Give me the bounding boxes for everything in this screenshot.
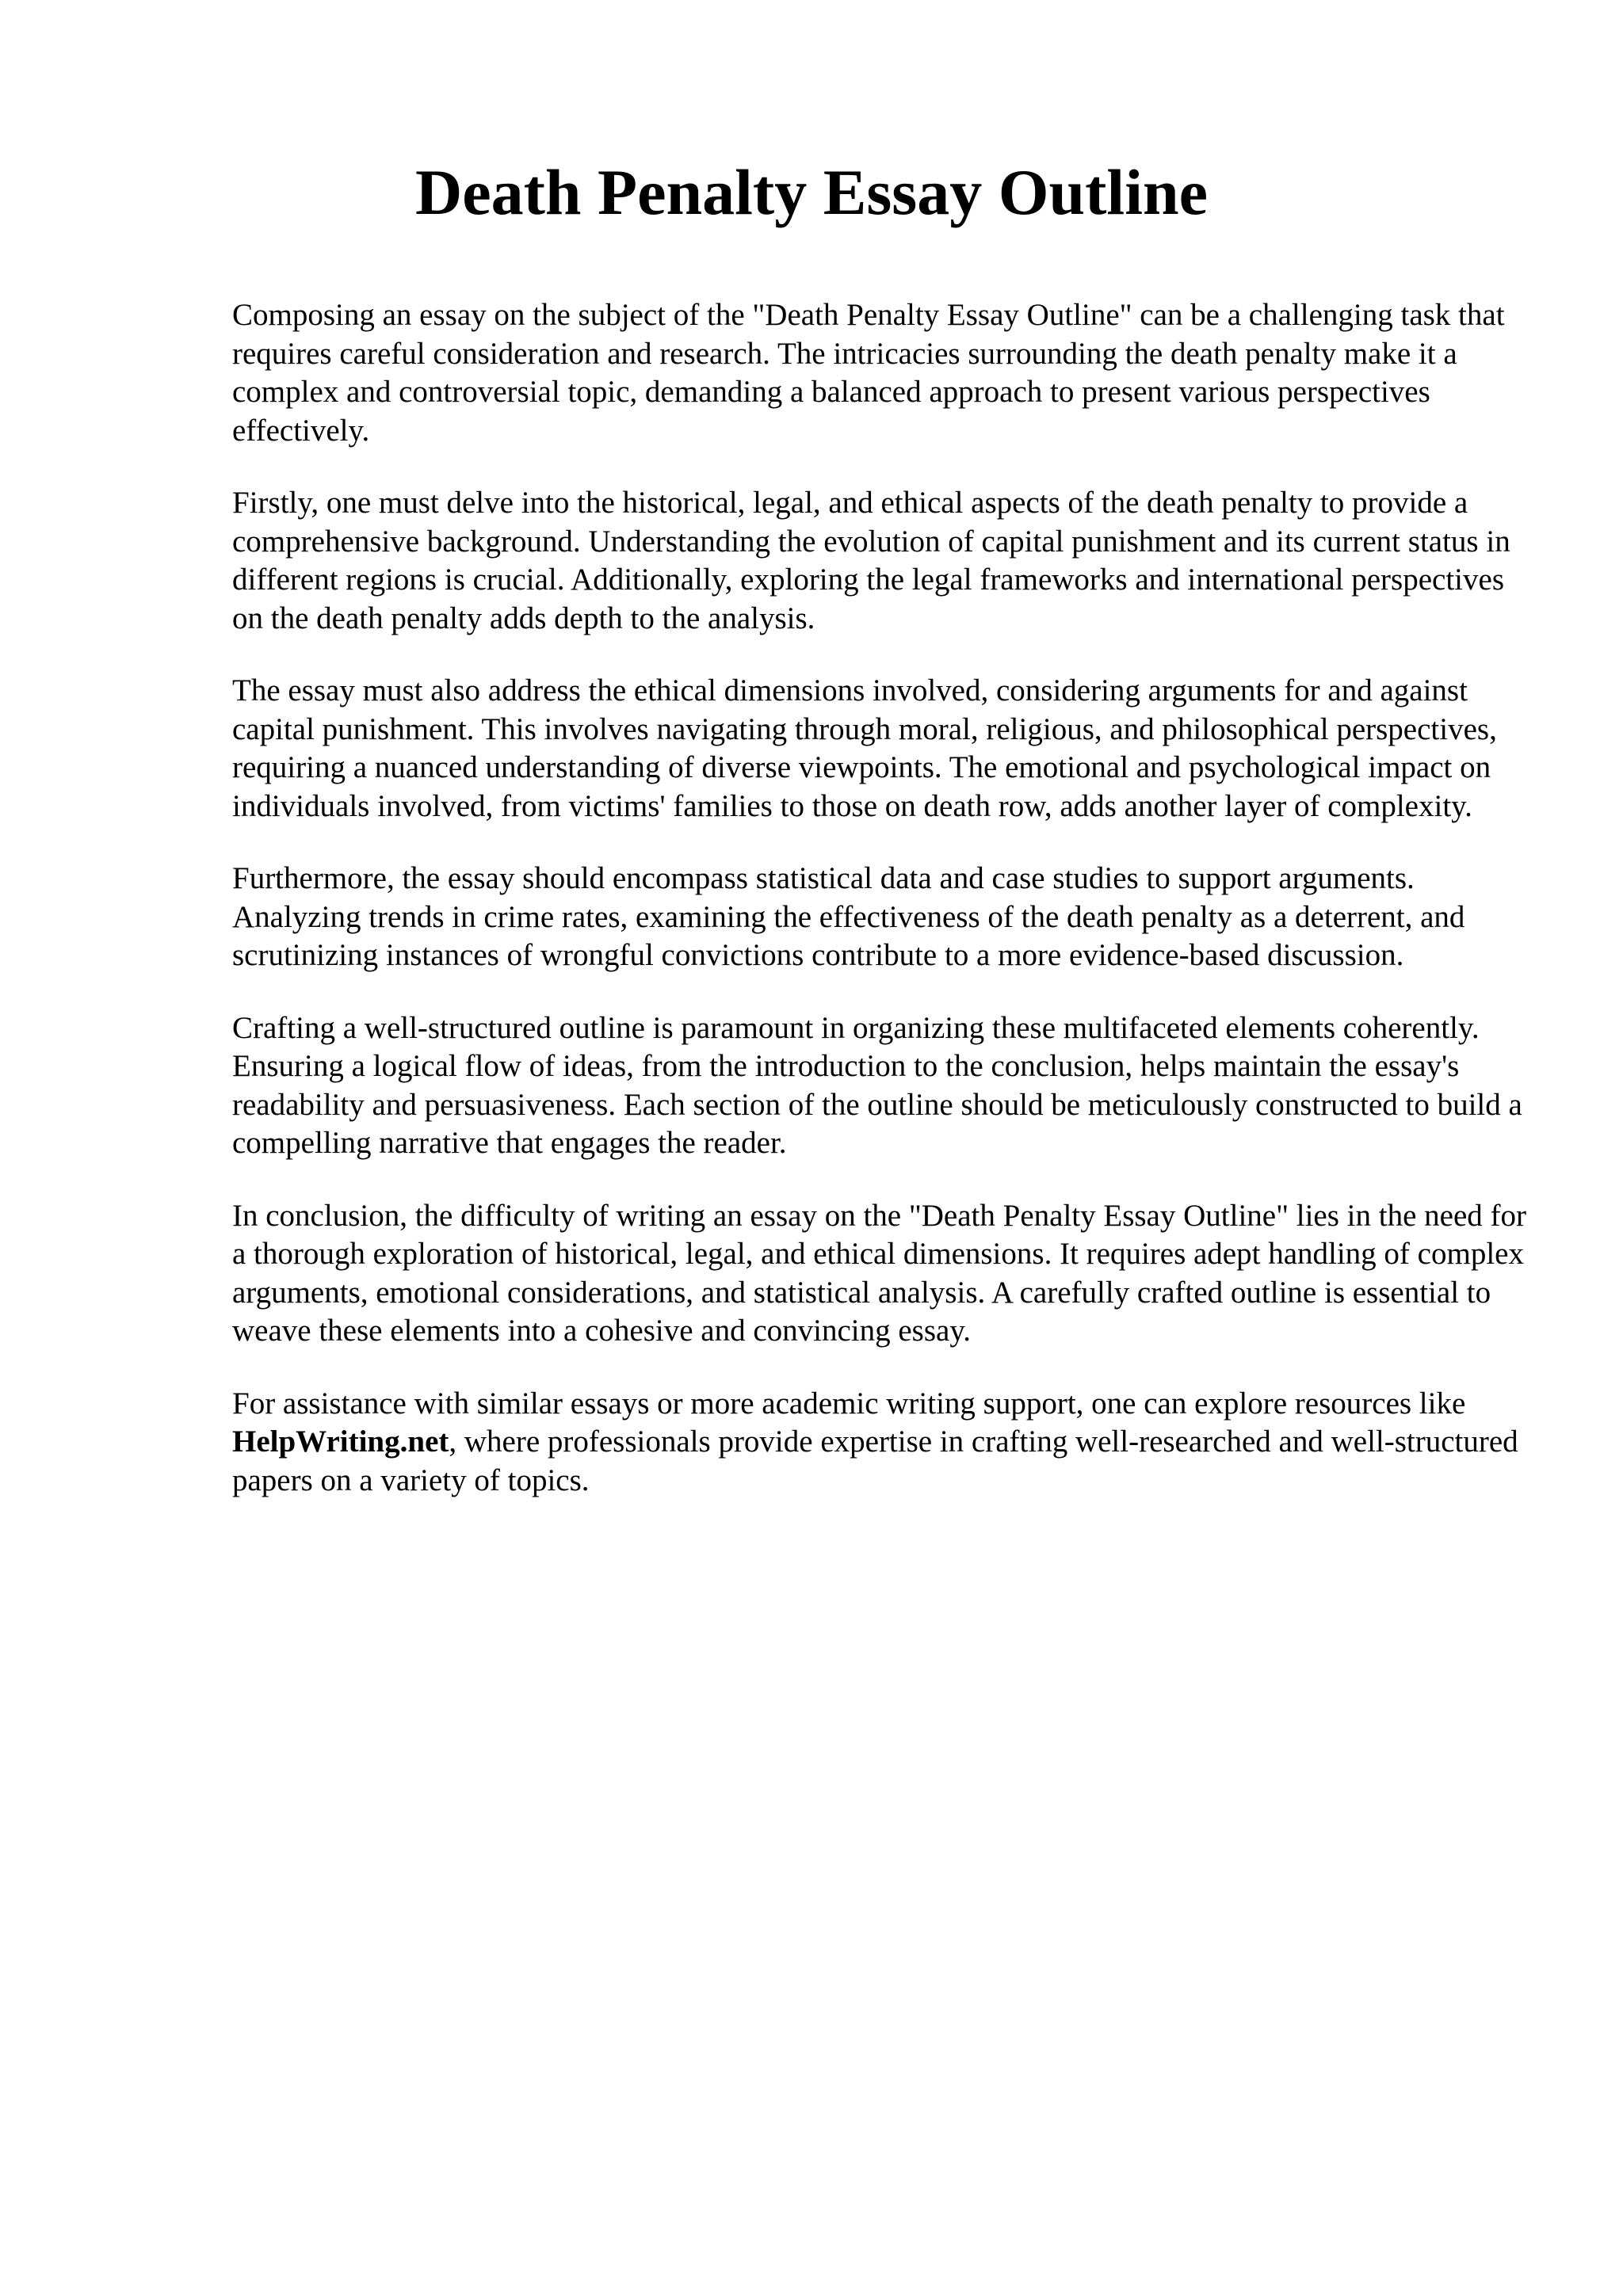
paragraph-statistics: Furthermore, the essay should encompass statistical data and case studies to support arguments. Analyzing trends in crime rates, examining the effectiveness of the death penalty as a deterrent, and scrutinizing instances of wrongful convictions contribute to a more evidence-based discussion. bbox=[232, 861, 1465, 972]
closing-text-after: , where professionals provide expertise in crafting well-researched and well-structured papers on a variety of topics. bbox=[232, 1425, 1518, 1497]
paragraph-outline: Crafting a well-structured outline is paramount in organizing these multifaceted elements coherently. Ensuring a logical flow of ideas, from the introduction to the conclusion, helps maintain the essay's readability and persuasiveness. Each section of the outline should be meticulously constructed to build a compelling narrative that engages the reader. bbox=[232, 1010, 1522, 1160]
helpwriting-link[interactable]: HelpWriting.net bbox=[232, 1425, 449, 1459]
paragraph-conclusion: In conclusion, the difficulty of writing an essay on the "Death Penalty Essay Outline" lies in the need for a thorough exploration of historical, legal, and ethical dimensions. It requires adept handling of complex arguments, emotional considerations, and statistical analysis. A carefully crafted outline is essential to weave these elements into a cohesive and convincing essay. bbox=[232, 1198, 1526, 1348]
paragraph-ethics: The essay must also address the ethical dimensions involved, considering arguments for and against capital punishment. This involves navigating through moral, religious, and philosophical perspectives, requiring a nuanced understanding of diverse viewpoints. The emotional and psychological impact on individuals involved, from victims' families to those on death row, adds another layer of complexity. bbox=[232, 673, 1497, 823]
document-title: Death Penalty Essay Outline bbox=[415, 156, 1208, 228]
paragraph-background: Firstly, one must delve into the historical, legal, and ethical aspects of the death penalty to provide a comprehensive background. Understanding the evolution of capital punishment and its current status in different regions is crucial. Additionally, exploring the legal frameworks and international perspectives on the death penalty adds depth to the analysis. bbox=[232, 486, 1510, 635]
document-body bbox=[232, 296, 1540, 1534]
paragraph-intro: Composing an essay on the subject of the "Death Penalty Essay Outline" can be a challenging task that requires careful consideration and research. The intricacies surrounding the death penalty make it a complex and controversial topic, demanding a balanced approach to present various perspectives effectively. bbox=[232, 298, 1505, 448]
paragraph-closing bbox=[232, 1385, 1540, 1501]
closing-text-before: For assistance with similar essays or more academic writing support, one can explore resources like bbox=[232, 1386, 1466, 1421]
